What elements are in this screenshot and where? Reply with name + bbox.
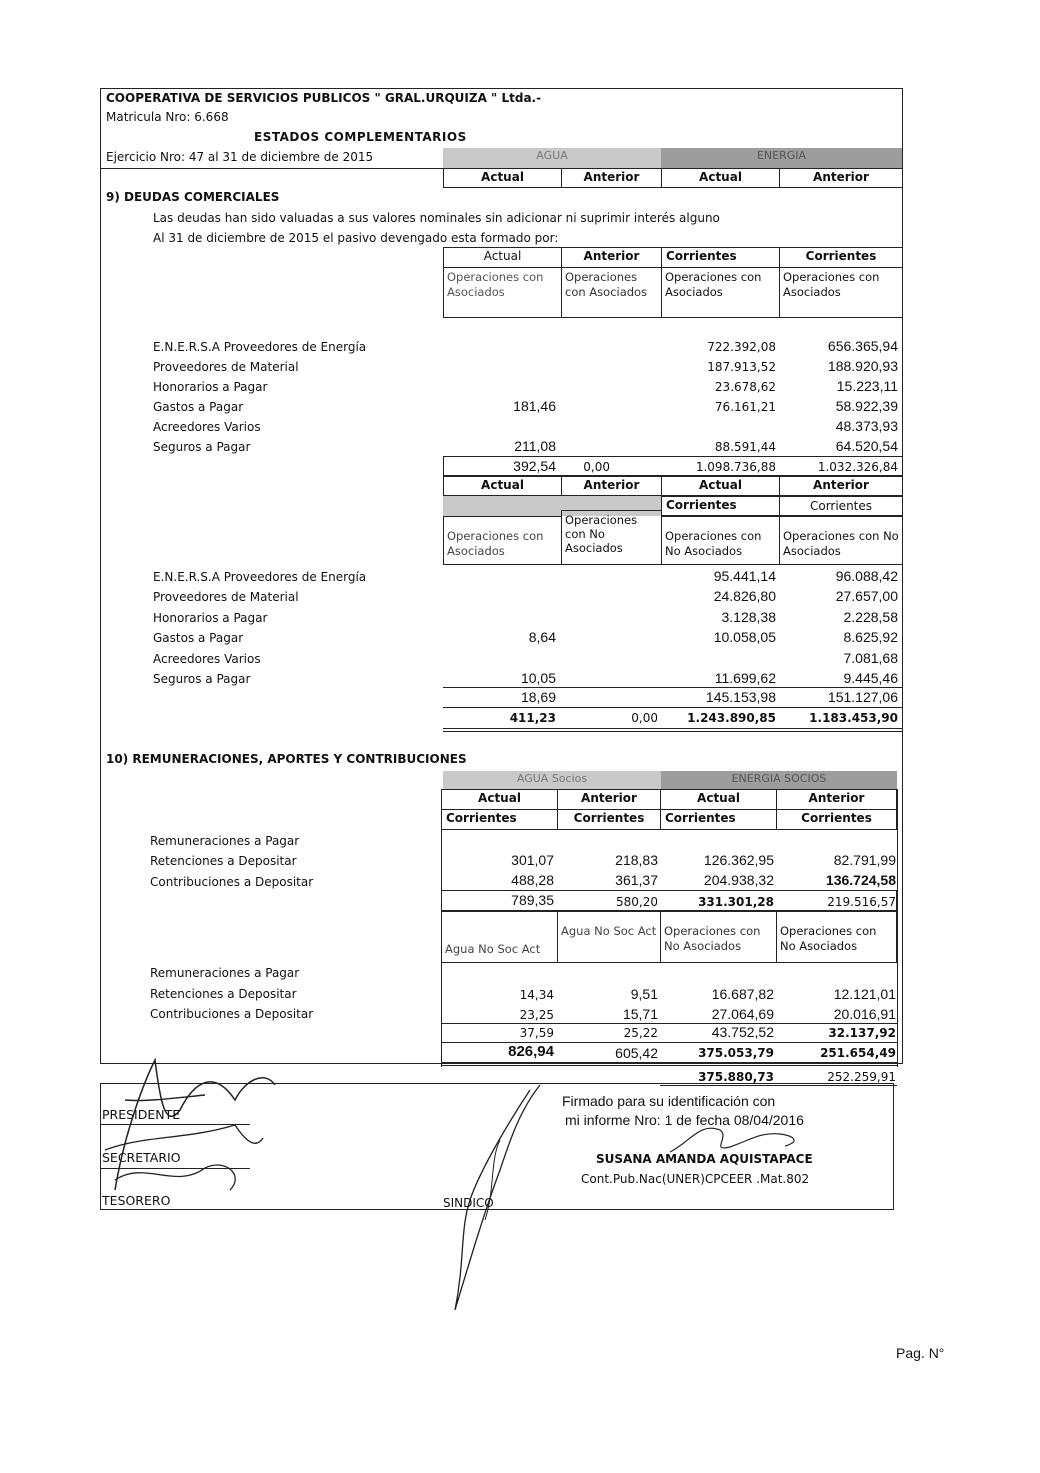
- s1-row-label: Retenciones a Depositar: [150, 854, 297, 868]
- section-9-line1: Las deudas han sido valuadas a sus valores nominales sin adicionar ni suprimir interés alguno: [153, 211, 720, 225]
- nota-firmado: Firmado para su identificación con: [562, 1093, 776, 1109]
- t2-total-energia-anterior: 1.183.453,90: [809, 711, 898, 725]
- t2-row-label: E.N.E.R.S.A Proveedores de Energía: [153, 570, 367, 584]
- s2-energia-actual-value: 16.687,82: [711, 986, 774, 1002]
- s1-energia-actual-value: 126.362,95: [703, 852, 774, 868]
- t2-energia-anterior-value: 7.081,68: [843, 650, 898, 666]
- t1-row-label: Seguros a Pagar: [153, 440, 251, 454]
- label-sindico: SINDICO: [443, 1196, 494, 1210]
- s1-sub-1: Corrientes: [441, 809, 558, 830]
- t2-total-agua-actual: 411,23: [509, 711, 556, 725]
- t2-energia-actual-value: 11.699,62: [714, 670, 776, 686]
- t2-agua-actual-value: 8,64: [528, 629, 556, 645]
- s1-h-anterior-energia: Anterior: [776, 789, 897, 810]
- ejercicio: Ejercicio Nro: 47 al 31 de diciembre de 2015: [106, 150, 374, 164]
- t2-energia-actual-value: 24.826,80: [713, 588, 776, 604]
- col-energia-anterior: Anterior: [779, 168, 903, 188]
- t1-label-1: Operaciones con Asociados: [443, 267, 562, 318]
- t2-subtotal-energia-actual: 145.153,98: [705, 689, 776, 705]
- s1-row-label: Contribuciones a Depositar: [150, 875, 314, 889]
- s1-agua-anterior-value: 361,37: [615, 872, 658, 888]
- s2-total-energia-anterior: 32.137,92: [828, 1026, 896, 1040]
- t1-h-corrientes-ant: Corrientes: [779, 247, 903, 268]
- s1-total-agua-anterior: 580,20: [616, 895, 658, 909]
- t1-label-3: Operaciones con Asociados: [661, 267, 780, 318]
- t1-agua-actual-value: 211,08: [514, 438, 556, 454]
- s2-row-label: Remuneraciones a Pagar: [150, 966, 300, 980]
- s1-total-energia-actual: 331.301,28: [698, 895, 774, 909]
- section-9-line2: Al 31 de diciembre de 2015 el pasivo devengado esta formado por:: [153, 231, 559, 245]
- s2-label-1: Agua No Soc Act: [441, 911, 558, 963]
- t1-energia-actual-value: 88.591,44: [714, 440, 776, 454]
- s2-row-label: Retenciones a Depositar: [150, 987, 297, 1001]
- s2-total-agua-anterior: 25,22: [623, 1026, 658, 1040]
- t2-h-anterior: Anterior: [561, 476, 662, 496]
- col-agua-actual: Actual: [443, 168, 562, 188]
- t2-sub-corrientes: Corrientes: [661, 496, 780, 516]
- t1-h-actual: Actual: [443, 247, 562, 268]
- label-presidente: PRESIDENTE: [102, 1107, 181, 1122]
- t1-total-agua-anterior: 0,00: [583, 460, 610, 474]
- s1-row-label: Remuneraciones a Pagar: [150, 834, 300, 848]
- t2-row-label: Honorarios a Pagar: [153, 611, 268, 625]
- t1-row-label: Gastos a Pagar: [153, 400, 244, 414]
- t1-energia-actual-value: 722.392,08: [707, 340, 776, 354]
- t1-label-2: Operaciones con Asociados: [561, 267, 662, 318]
- page-number: Pag. N°: [896, 1345, 945, 1361]
- s1-energia-anterior-value: 82.791,99: [833, 852, 896, 868]
- t2-energia-anterior-value: 27.657,00: [835, 588, 898, 604]
- t1-energia-actual-value: 187.913,52: [707, 360, 776, 374]
- subtitle: ESTADOS COMPLEMENTARIOS: [254, 130, 467, 144]
- band-energia: ENERGIA: [661, 148, 902, 168]
- s2-agua-actual-value: 23,25: [519, 1008, 554, 1022]
- s1-sub-3: Corrientes: [660, 809, 777, 830]
- label-secretario: SECRETARIO: [102, 1150, 181, 1165]
- t2-subtotal-energia-anterior: 151.127,06: [827, 689, 898, 705]
- t2-energia-actual-value: 95.441,14: [713, 568, 776, 584]
- t2-label-1: Operaciones con Asociados: [443, 516, 562, 565]
- s1-energia-anterior-value: 136.724,58: [825, 872, 896, 888]
- t1-energia-anterior-value: 58.922,39: [835, 398, 898, 414]
- s1-sub-4: Corrientes: [776, 809, 897, 830]
- col-agua-anterior: Anterior: [561, 168, 662, 188]
- col-energia-actual: Actual: [661, 168, 780, 188]
- band-energia-socios: ENERGIA SOCIOS: [661, 771, 897, 789]
- t1-energia-actual-value: 23.678,62: [714, 380, 776, 394]
- t1-energia-anterior-value: 64.520,54: [835, 438, 898, 454]
- t2-agua-actual-value: 10,05: [520, 670, 556, 686]
- t2-subtotal-agua-actual: 18,69: [520, 689, 556, 705]
- extra-total-energia-actual: 375.880,73: [698, 1070, 774, 1084]
- s1-total-energia-anterior: 219.516,57: [827, 895, 896, 909]
- matricula: Matricula Nro: 6.668: [106, 110, 229, 124]
- s2-label-3: Operaciones con No Asociados: [660, 911, 777, 963]
- t1-agua-actual-value: 181,46: [513, 398, 556, 414]
- t2-sub-corrientes-ant: Corrientes: [779, 496, 903, 516]
- band-agua: AGUA: [443, 148, 661, 168]
- s2-agua-anterior-value: 15,71: [622, 1006, 658, 1022]
- t2-total-agua-anterior: 0,00: [631, 711, 658, 725]
- grand-total-energia-actual: 375.053,79: [698, 1046, 774, 1060]
- t1-energia-anterior-value: 15.223,11: [836, 378, 898, 394]
- company-name: COOPERATIVA DE SERVICIOS PUBLICOS " GRAL.URQUIZA " Ltda.-: [106, 91, 542, 105]
- s2-label-4: Operaciones con No Asociados: [776, 911, 897, 963]
- grand-total-agua-anterior: 605,42: [615, 1045, 658, 1061]
- t2-energia-actual-value: 10.058,05: [713, 629, 776, 645]
- t1-row-label: E.N.E.R.S.A Proveedores de Energía: [153, 340, 367, 354]
- t1-row-label: Proveedores de Material: [153, 360, 299, 374]
- t2-label-3: Operaciones con No Asociados: [661, 516, 780, 565]
- s1-agua-actual-value: 488,28: [511, 872, 554, 888]
- t2-label-4: Operaciones con No Asociados: [779, 516, 903, 565]
- t1-h-corrientes: Corrientes: [661, 247, 780, 268]
- extra-total-energia-anterior: 252.259,91: [827, 1070, 896, 1084]
- t1-energia-anterior-value: 656.365,94: [827, 338, 898, 354]
- s2-energia-actual-value: 27.064,69: [711, 1006, 774, 1022]
- s1-agua-actual-value: 301,07: [511, 852, 554, 868]
- s1-h-actual: Actual: [441, 789, 558, 810]
- t1-h-anterior: Anterior: [561, 247, 662, 268]
- t2-h-actual: Actual: [443, 476, 562, 496]
- s1-h-actual-energia: Actual: [660, 789, 777, 810]
- t1-row-label: Acreedores Varios: [153, 420, 261, 434]
- t1-total-energia-anterior: 1.032.326,84: [817, 460, 898, 474]
- s2-energia-anterior-value: 12.121,01: [833, 986, 896, 1002]
- s2-row-label: Contribuciones a Depositar: [150, 1007, 314, 1021]
- t2-energia-actual-value: 3.128,38: [721, 609, 776, 625]
- t1-total-energia-actual: 1.098.736,88: [695, 460, 776, 474]
- s1-agua-anterior-value: 218,83: [615, 852, 658, 868]
- t2-energia-anterior-value: 96.088,42: [835, 568, 898, 584]
- t2-total-energia-actual: 1.243.890,85: [687, 711, 776, 725]
- grand-total-agua-actual: 826,94: [508, 1043, 554, 1060]
- auditor-name: SUSANA AMANDA AQUISTAPACE: [596, 1152, 813, 1166]
- t2-h-anterior-energia: Anterior: [779, 476, 903, 496]
- t2-energia-anterior-value: 9.445,46: [843, 670, 898, 686]
- t2-h-actual-energia: Actual: [661, 476, 780, 496]
- t1-total-agua-actual: 392,54: [513, 458, 556, 474]
- t1-energia-anterior-value: 188.920,93: [827, 358, 898, 374]
- t1-energia-actual-value: 76.161,21: [714, 400, 776, 414]
- s2-agua-anterior-value: 9,51: [630, 986, 658, 1002]
- t2-row-label: Gastos a Pagar: [153, 631, 244, 645]
- auditor-matricula: Cont.Pub.Nac(UNER)CPCEER .Mat.802: [581, 1172, 810, 1186]
- t2-label-2: Operaciones con No Asociados: [561, 510, 662, 565]
- t2-row-label: Proveedores de Material: [153, 590, 299, 604]
- s2-label-2: Agua No Soc Act: [557, 911, 661, 963]
- t2-energia-anterior-value: 8.625,92: [843, 629, 898, 645]
- t1-row-label: Honorarios a Pagar: [153, 380, 268, 394]
- s2-energia-anterior-value: 20.016,91: [833, 1006, 896, 1022]
- t2-row-label: Seguros a Pagar: [153, 672, 251, 686]
- s2-agua-actual-value: 14,34: [519, 988, 554, 1002]
- t2-row-label: Acreedores Varios: [153, 652, 261, 666]
- label-tesorero: TESORERO: [102, 1193, 171, 1208]
- s2-total-energia-actual: 43.752,52: [711, 1024, 774, 1040]
- s1-sub-2: Corrientes: [557, 809, 661, 830]
- s1-h-anterior: Anterior: [557, 789, 661, 810]
- s2-total-agua-actual: 37,59: [519, 1026, 554, 1040]
- s1-energia-actual-value: 204.938,32: [703, 872, 774, 888]
- section-9-title: 9) DEUDAS COMERCIALES: [106, 190, 280, 204]
- nota-informe: mi informe Nro: 1 de fecha 08/04/2016: [565, 1112, 804, 1128]
- section-10-title: 10) REMUNERACIONES, APORTES Y CONTRIBUCIONES: [106, 752, 467, 766]
- t1-energia-anterior-value: 48.373,93: [835, 418, 898, 434]
- grand-total-energia-anterior: 251.654,49: [820, 1046, 896, 1060]
- band-agua-socios: AGUA Socios: [443, 771, 661, 789]
- s1-total-agua-actual: 789,35: [511, 892, 554, 908]
- t1-label-4: Operaciones con Asociados: [779, 267, 903, 318]
- t2-energia-anterior-value: 2.228,58: [843, 609, 898, 625]
